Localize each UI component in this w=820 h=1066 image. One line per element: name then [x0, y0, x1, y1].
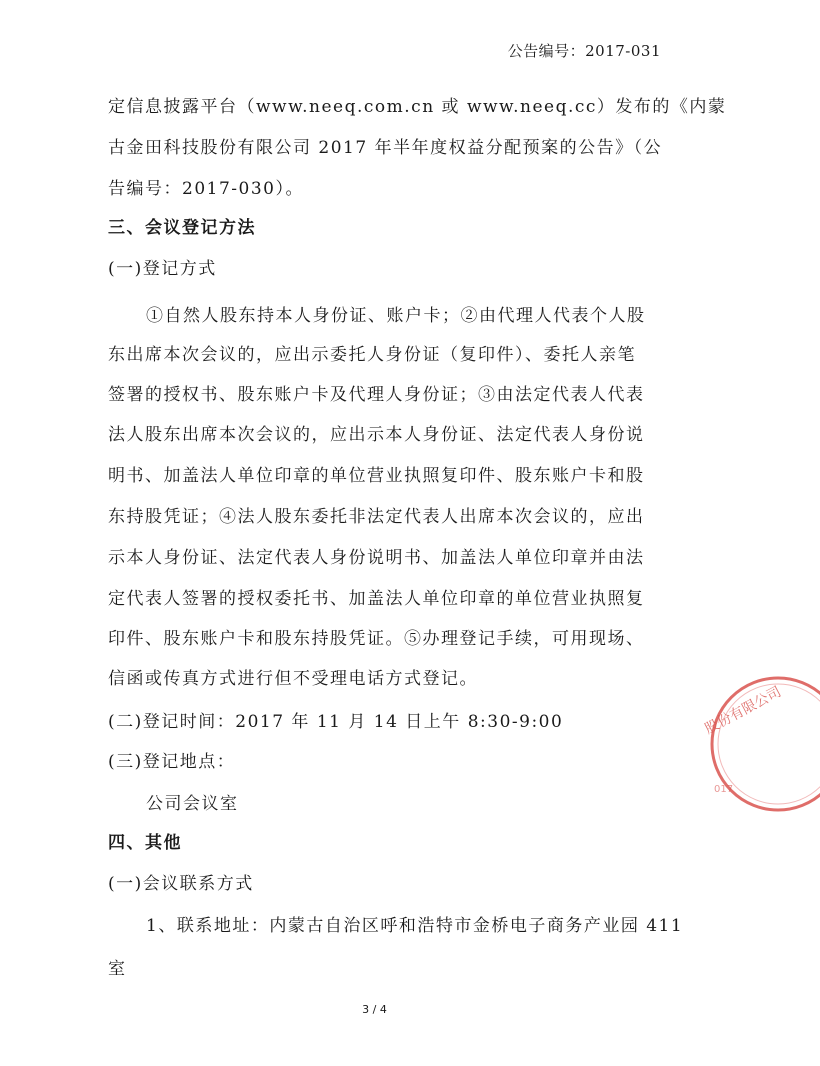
- registration-location: 公司会议室: [146, 794, 239, 814]
- body-line: 东持股凭证；④法人股东委托非法定代表人出席本次会议的，应出: [108, 507, 645, 527]
- body-line: ①自然人股东持本人身份证、账户卡；②由代理人代表个人股: [146, 306, 646, 326]
- registration-time: (二)登记时间：2017 年 11 月 14 日上午 8:30-9:00: [108, 712, 564, 732]
- body-line: 古金田科技股份有限公司 2017 年半年度权益分配预案的公告》（公: [108, 138, 663, 158]
- body-line: 定代表人签署的授权委托书、加盖法人单位印章的单位营业执照复: [108, 589, 645, 609]
- svg-text:股份有限公司: 股份有限公司: [702, 683, 785, 738]
- page-number: 3 / 4: [362, 1003, 387, 1016]
- body-line: 明书、加盖法人单位印章的单位营业执照复印件、股东账户卡和股: [108, 466, 645, 486]
- company-seal-stamp: [700, 672, 820, 822]
- section-heading: 三、会议登记方法: [108, 218, 256, 238]
- body-line: 签署的授权书、股东账户卡及代理人身份证；③由法定代表人代表: [108, 385, 645, 405]
- body-line: 室: [108, 959, 127, 979]
- body-line: 法人股东出席本次会议的，应出示本人身份证、法定代表人身份说: [108, 425, 645, 445]
- subsection-heading: (三)登记地点：: [108, 752, 236, 772]
- subsection-heading: (一)登记方式: [108, 259, 217, 279]
- section-heading: 四、其他: [108, 833, 182, 853]
- body-line: 印件、股东账户卡和股东持股凭证。⑤办理登记手续，可用现场、: [108, 629, 645, 649]
- subsection-heading: (一)会议联系方式: [108, 874, 254, 894]
- contact-address: 1、联系地址：内蒙古自治区呼和浩特市金桥电子商务产业园 411: [146, 916, 684, 936]
- body-line: 信函或传真方式进行但不受理电话方式登记。: [108, 669, 478, 689]
- body-line: 东出席本次会议的，应出示委托人身份证（复印件）、委托人亲笔: [108, 345, 636, 365]
- body-line: 定信息披露平台（www.neeq.com.cn 或 www.neeq.cc）发布的《内蒙: [108, 97, 727, 117]
- body-line: 告编号：2017-030）。: [108, 179, 304, 199]
- doc-number: 公告编号：2017-031: [507, 42, 661, 60]
- svg-text:017: 017: [714, 784, 734, 795]
- body-line: 示本人身份证、法定代表人身份说明书、加盖法人单位印章并由法: [108, 548, 645, 568]
